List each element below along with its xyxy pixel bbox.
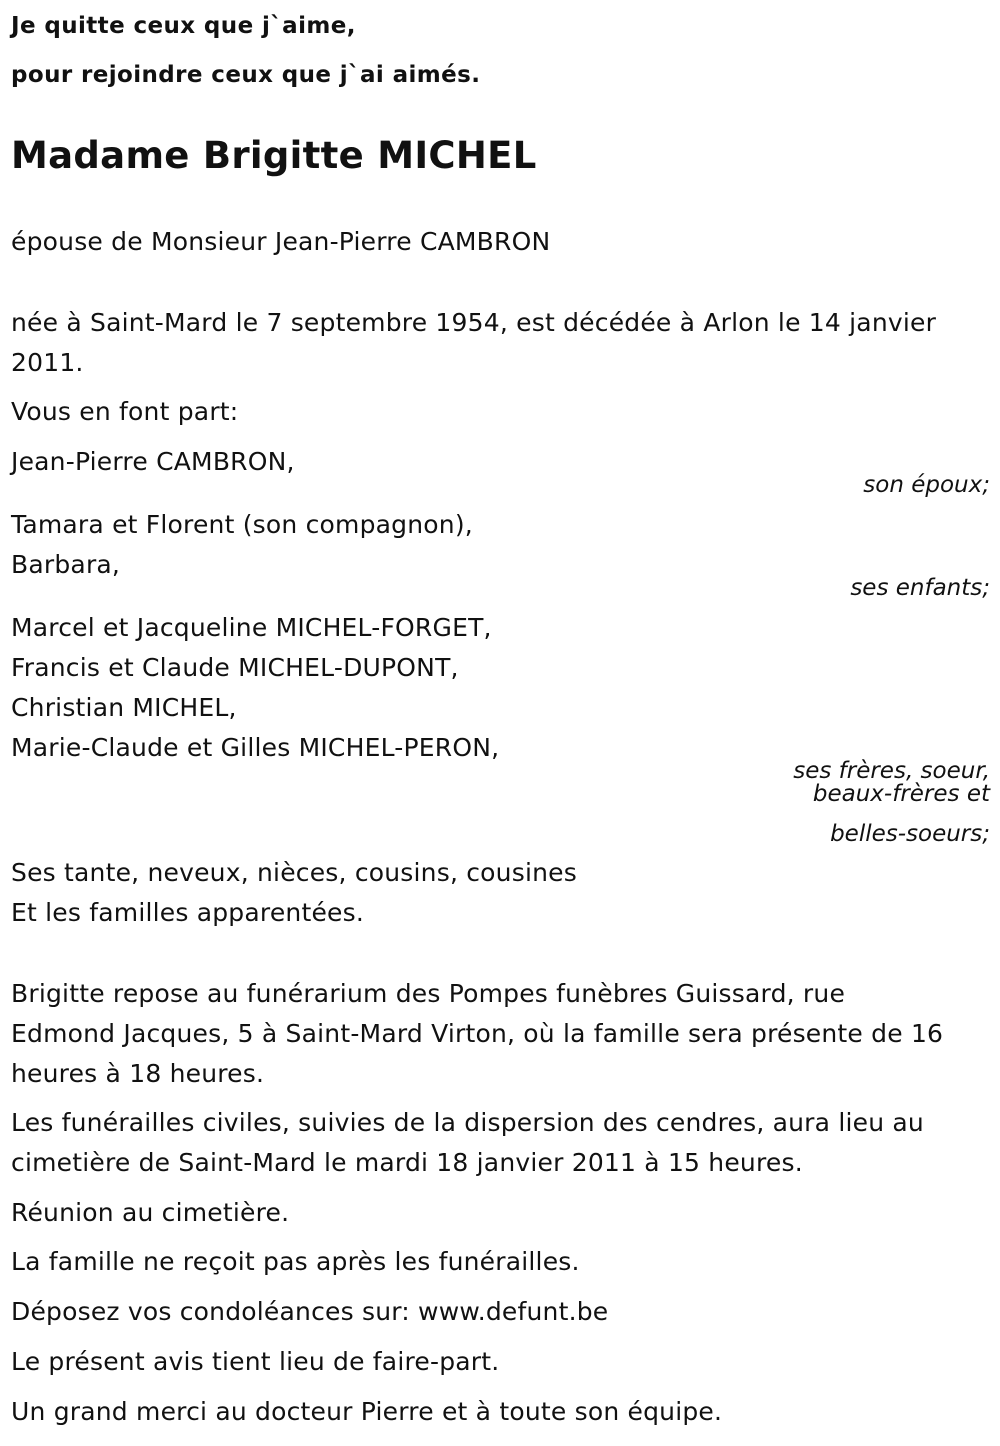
siblings-relation-line-1: ses frères, soeur, (793, 758, 990, 784)
others-line-2: Et les familles apparentées. (11, 898, 364, 927)
note-thanks: Un grand merci au docteur Pierre et à toute son équipe. (11, 1397, 723, 1426)
child-name: Barbara, (11, 550, 121, 579)
birth-death-line-1: née à Saint-Mard le 7 septembre 1954, est décédée à Arlon le 14 janvier (11, 308, 937, 337)
quote-line-2: pour rejoindre ceux que j`ai aimés. (11, 62, 481, 88)
deceased-name: Madame Brigitte MICHEL (11, 134, 537, 177)
note-no-reception: La famille ne reçoit pas après les funérailles. (11, 1247, 580, 1276)
child-name: Tamara et Florent (son compagnon), (11, 510, 473, 539)
viewing-line-3: heures à 18 heures. (11, 1059, 265, 1088)
siblings-relation-line-2: beaux-frères et (812, 781, 990, 807)
others-line-1: Ses tante, neveux, nièces, cousins, cousines (11, 858, 577, 887)
funeral-line-2: cimetière de Saint-Mard le mardi 18 janvier 2011 à 15 heures. (11, 1148, 803, 1177)
spouse-relation: son époux; (863, 472, 990, 498)
note-gathering: Réunion au cimetière. (11, 1198, 290, 1227)
children-relation: ses enfants; (850, 575, 990, 601)
quote-line-1: Je quitte ceux que j`aime, (11, 13, 356, 39)
siblings-relation-line-3: belles-soeurs; (830, 821, 990, 847)
viewing-line-1: Brigitte repose au funérarium des Pompes funèbres Guissard, rue (11, 979, 846, 1008)
sibling-name: Francis et Claude MICHEL-DUPONT, (11, 653, 459, 682)
sibling-name: Marcel et Jacqueline MICHEL-FORGET, (11, 613, 492, 642)
note-condolences: Déposez vos condoléances sur: www.defunt.be (11, 1297, 609, 1326)
note-announcement: Le présent avis tient lieu de faire-part. (11, 1347, 500, 1376)
spouse-line: épouse de Monsieur Jean-Pierre CAMBRON (11, 227, 551, 256)
funeral-line-1: Les funérailles civiles, suivies de la dispersion des cendres, aura lieu au (11, 1108, 924, 1137)
birth-death-line-2: 2011. (11, 348, 84, 377)
sibling-name: Christian MICHEL, (11, 693, 237, 722)
sibling-name: Marie-Claude et Gilles MICHEL-PERON, (11, 733, 500, 762)
announcers-intro: Vous en font part: (11, 397, 239, 426)
viewing-line-2: Edmond Jacques, 5 à Saint-Mard Virton, où la famille sera présente de 16 (11, 1019, 944, 1048)
spouse-name: Jean-Pierre CAMBRON, (11, 447, 295, 476)
